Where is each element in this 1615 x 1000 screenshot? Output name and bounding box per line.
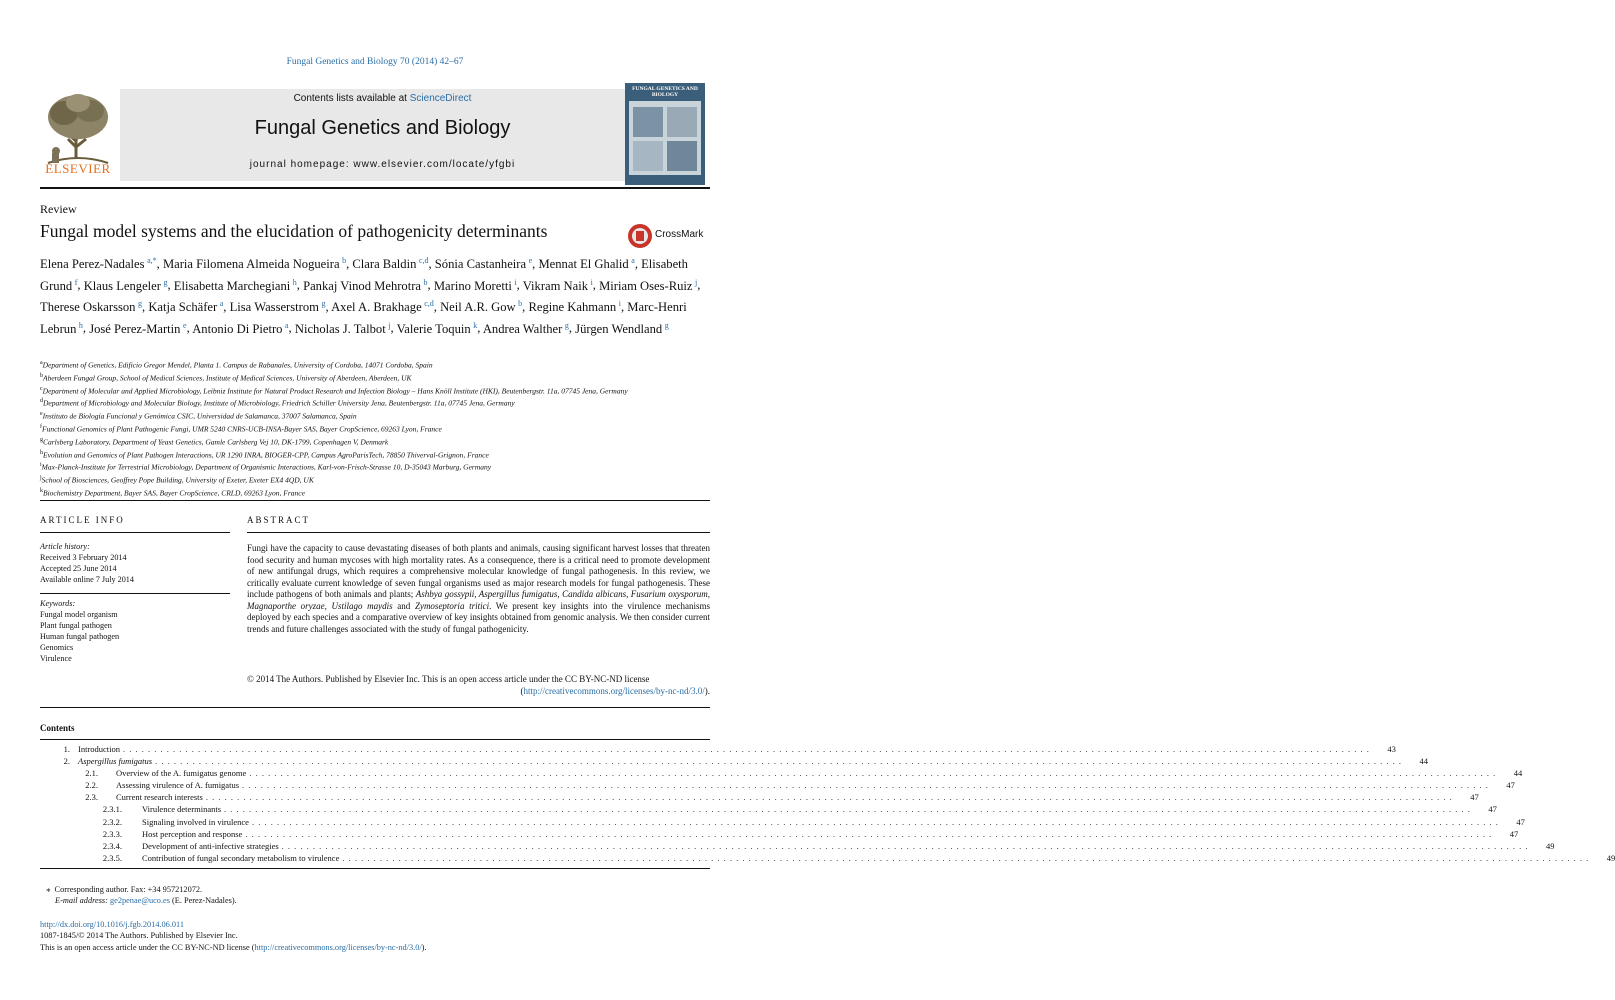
author-affiliation-ref[interactable]: j [695,277,698,287]
license-footer [40,942,710,953]
author-name[interactable]: Clara Baldin [352,257,417,272]
toc-label[interactable]: Introduction [78,744,121,754]
email-suffix: (E. Perez-Nadales). [169,896,237,906]
toc-label[interactable]: Development of anti-infective strategies [142,840,279,851]
author-affiliation-ref[interactable]: a [284,320,289,330]
author [331,300,434,314]
toc-leader: . . . . . . . . . . . . . . . . . . . . . . . . . . . . . . . . . . . . . . . . . . . . . . . . . . . . . . . . . . . . . . . . . . . . . . . . . . . . . . . . . . . . . . . . . . . . . . . . . . . . . . . . . . . . . . . . . . . . . . . . . . . . . . . . . . . . . . . . . . . . . . . . . . . . . . . . . . . . . . . . . . . . . . . . . . . . . . . . . . . . . . . . . . . . . . . . . . . . . . . . [224,804,1471,815]
toc-entry[interactable] [40,791,1479,803]
copyright-notice [247,674,710,697]
toc-entry[interactable] [40,816,1525,828]
contents-bottom-rule [40,868,710,869]
toc-number: 2.3.5. [102,852,122,863]
author-affiliation-ref[interactable]: j [388,320,391,330]
author-affiliation-ref[interactable]: g [321,298,326,308]
author-name[interactable]: Elisabeth Grund [40,257,688,293]
author-name[interactable]: Marc-Henri Lebrun [40,300,687,336]
author-affiliation-ref[interactable]: i [618,298,621,308]
author-name[interactable]: Axel A. Brakhage [331,300,422,315]
contents-top-rule [40,739,710,740]
affiliation-text: Department of Genetics, Edificio Gregor Mendel, Planta 1. Campus de Rabanales, University of Cordoba, 14071 Cordoba, Spain [42,360,433,370]
author-name[interactable]: Sónia Castanheira [434,257,527,272]
author [575,322,669,336]
affiliation [40,486,710,499]
email-label: E-mail address: [55,896,110,906]
journal-cover-icon [625,83,705,185]
author-name[interactable]: José Perez-Martin [89,321,181,336]
affiliation [40,358,710,371]
affiliation-key: c [40,385,43,392]
affiliation [40,384,710,397]
license-suffix: ). [421,942,427,952]
journal-header-box [120,89,645,181]
toc-leader: . . . . . . . . . . . . . . . . . . . . . . . . . . . . . . . . . . . . . . . . . . . . . . . . . . . . . . . . . . . . . . . . . . . . . . . . . . . . . . . . . . . . . . . . . . . . . . . . . . . . . . . . . . . . . . . . . . . . . . . . . . . . . . . . . . . . . . . . . . . . . . . . . . . . . . . . . . . . . . . . . . . . . . . . . . . . . . . . . . . . . . . . . . . . . . . . . . . . . . . . [123,744,1370,754]
corresponding-footnote [40,884,710,907]
corresponding-text: Corresponding author. Fax: +34 957212072. [54,885,203,894]
author [440,300,522,314]
affiliation [40,371,710,384]
author-name[interactable]: Therese Oskarsson [40,300,136,315]
toc-leader: . . . . . . . . . . . . . . . . . . . . . . . . . . . . . . . . . . . . . . . . . . . . . . . . . . . . . . . . . . . . . . . . . . . . . . . . . . . . . . . . . . . . . . . . . . . . . . . . . . . . . . . . . . . . . . . . . . . . . . . . . . . . . . . . . . . . . . . . . . . . . . . . . . . . . . . . . . . . . . . . . . . . . . . . . . . . . . . . . . . . . . . . . . . . . . . . . . . . . . . . [281,840,1529,851]
author [84,279,168,293]
author-affiliation-ref[interactable]: b [518,298,523,308]
author [295,322,391,336]
affiliation-key: a [40,360,43,366]
elsevier-wordmark: ELSEVIER [45,161,111,176]
contents-available [120,93,645,104]
license-prefix: This is an open access article under the CC BY-NC-ND license ( [40,942,255,952]
affiliation [40,409,710,422]
toc-page: 44 [1419,756,1428,767]
author [397,322,478,336]
toc-page: 43 [1387,744,1396,754]
toc-label[interactable]: Assessing virulence of A. fumigatus [116,780,239,791]
toc-entry[interactable] [40,828,1519,840]
affiliation [40,460,710,473]
keyword: Virulence [40,653,72,663]
author-affiliation-ref[interactable]: h [78,320,83,330]
toc-entry[interactable] [40,767,1523,779]
author-name[interactable]: Katja Schäfer [148,300,218,315]
abstract-text [247,543,710,635]
toc-leader: . . . . . . . . . . . . . . . . . . . . . . . . . . . . . . . . . . . . . . . . . . . . . . . . . . . . . . . . . . . . . . . . . . . . . . . . . . . . . . . . . . . . . . . . . . . . . . . . . . . . . . . . . . . . . . . . . . . . . . . . . . . . . . . . . . . . . . . . . . . . . . . . . . . . . . . . . . . . . . . . . . . . . . . . . . . . . . . . . . . . . . . . . . . . . . . . . . . . . . . . [245,828,1493,839]
affiliation-key: j [40,475,42,482]
author-affiliation-ref[interactable]: a [219,298,224,308]
author-name[interactable]: Klaus Lengeler [83,278,161,293]
toc-entry[interactable] [40,779,1515,791]
author [230,300,326,314]
toc-label[interactable]: Virulence determinants [142,804,222,815]
corresponding-line: ⁎ Corresponding author. Fax: +34 957212072. [40,885,203,894]
contents-heading: Contents [40,723,75,733]
journal-title: Fungal Genetics and Biology [254,117,511,139]
toc-entry[interactable] [40,840,1555,852]
author-affiliation-ref[interactable]: c,d [424,298,434,308]
affiliation-list [40,358,710,499]
affiliation-text: Carlsberg Laboratory, Department of Yeast Genetics, Gamle Carlsberg Vej 10, DK-1799, Copenhagen V, Denmark [43,437,389,447]
toc-number: 2.3. [85,792,98,803]
toc-number: 2.3.3. [102,828,122,839]
author [538,257,634,271]
author [192,322,288,336]
affiliation-text: Functional Genomics of Plant Pathogenic Fungi, UMR 5240 CNRS-UCB-INSA-Bayer SAS, Bayer CropScience, 69263 Lyon, France [42,424,442,434]
contents-prefix: Contents lists available at [293,93,410,104]
toc-page: 49 [1546,840,1555,851]
crossmark-label: CrossMark [655,229,704,240]
header-rule [40,187,710,189]
online-date: Available online 7 July 2014 [40,574,134,584]
author-name[interactable]: Neil A.R. Gow [440,300,516,315]
crossmark-icon [627,223,653,249]
toc-page: 47 [1506,780,1515,791]
history-label: Article history: [40,542,90,551]
article-info-rule [40,532,230,533]
copyright-text: © 2014 The Authors. Published by Elsevier Inc. This is an open access article under the CC BY-NC-ND license [247,674,650,684]
toc-page: 47 [1516,816,1525,827]
affiliation-key: g [40,436,43,443]
article-info-heading: ARTICLE INFO [40,515,125,525]
author-name[interactable]: Vikram Naik [522,278,589,293]
email-line [40,895,710,906]
author-name[interactable]: Lisa Wasserstrom [229,300,319,315]
affiliation-key: h [40,449,43,456]
masthead [40,86,698,181]
author-name[interactable]: Andrea Walther [482,321,563,336]
journal-homepage[interactable]: journal homepage: www.elsevier.com/locate/yfgbi [249,159,516,170]
affiliation-text: Aberdeen Fungal Group, School of Medical Sciences, Institute of Medical Sciences, University of Aberdeen, Aberdeen, UK [43,373,412,383]
footer-license-link[interactable]: http://creativecommons.org/licenses/by-nc-nd/3.0/ [254,942,422,952]
toc-label[interactable]: Aspergillus fumigatus [78,756,153,767]
author-affiliation-ref[interactable]: e [528,256,533,265]
author [435,257,532,271]
affiliation-key: k [40,487,43,494]
author-name[interactable]: Antonio Di Pietro [192,321,283,336]
author-name[interactable]: Jürgen Wendland [575,321,663,336]
toc-number: 2. [63,756,70,767]
toc-number: 1. [63,744,70,754]
author-name[interactable]: Maria Filomena Almeida Nogueira [162,257,340,272]
toc-number: 2.2. [85,780,98,791]
author [434,279,517,293]
journal-citation[interactable]: Fungal Genetics and Biology 70 (2014) 42–67 [286,57,464,67]
affiliation-key: f [40,423,42,430]
sciencedirect-link[interactable]: ScienceDirect [409,93,472,104]
article-history [40,542,230,586]
abstract-p1: Fungi have the capacity to cause devastating diseases of both plants and animals, causing significant harvest losses that threaten food security and human mycoses with high mortality rates. As a consequence, there is a critical need to promote development of new antifungal drugs, which requires a comprehensive molecular knowledge of fungal pathogenesis. In this review, we critically evaluate current knowledge of seven fungal organisms used as major research models for fungal pathogenesis. These include pathogens of both animals and plants; [247,543,710,599]
affiliation [40,422,710,435]
toc-entry[interactable] [40,852,1615,864]
author-affiliation-ref[interactable]: k [473,320,478,330]
author [303,279,427,293]
toc-leader: . . . . . . . . . . . . . . . . . . . . . . . . . . . . . . . . . . . . . . . . . . . . . . . . . . . . . . . . . . . . . . . . . . . . . . . . . . . . . . . . . . . . . . . . . . . . . . . . . . . . . . . . . . . . . . . . . . . . . . . . . . . . . . . . . . . . . . . . . . . . . . . . . . . . . . . . . . . . . . . . . . . . . . . . . . . . . . . . . . . . . . . . . . . . . . . . . . . . . . . . [242,780,1489,791]
toc-page: 47 [1470,792,1479,803]
toc-leader: . . . . . . . . . . . . . . . . . . . . . . . . . . . . . . . . . . . . . . . . . . . . . . . . . . . . . . . . . . . . . . . . . . . . . . . . . . . . . . . . . . . . . . . . . . . . . . . . . . . . . . . . . . . . . . . . . . . . . . . . . . . . . . . . . . . . . . . . . . . . . . . . . . . . . . . . . . . . . . . . . . . . . . . . . . . . . . . . . . . . . . . . . . . . . . . . . . . . . . . . [249,768,1497,779]
author-affiliation-ref[interactable]: e [183,320,187,330]
affiliation-text: Instituto de Biología Funcional y Genómica CSIC, Universidad de Salamanca, 37007 Salamanca, Spain [42,411,357,421]
abstract-species: Ashbya gossypii, Aspergillus fumigatus, Candida albicans, Fusarium oxysporum, Magnaporthe oryzae, Ustilago maydis [247,589,710,611]
keyword: Fungal model organism [40,609,118,619]
author [352,257,428,271]
toc-label[interactable]: Host perception and response [142,828,243,839]
author-affiliation-ref[interactable]: f [74,277,78,287]
affiliation [40,435,710,448]
license-link[interactable]: http://creativecommons.org/licenses/by-nc-nd/3.0/ [523,685,705,696]
author-name[interactable]: Miriam Oses-Ruiz [599,278,693,293]
accepted-date: Accepted 25 June 2014 [40,563,117,573]
section-rule [40,500,710,501]
author-name[interactable]: Valerie Toquin [396,321,471,336]
toc-page: 47 [1509,828,1519,839]
doi-link[interactable]: http://dx.doi.org/10.1016/j.fgb.2014.06.011 [40,920,185,929]
toc-label[interactable]: Signaling involved in virulence [142,816,249,827]
toc-entry[interactable] [40,743,1396,755]
author [163,257,346,271]
keywords-rule [40,593,230,594]
author [40,257,157,271]
issn-line: 1087-1845/© 2014 The Authors. Published by Elsevier Inc. [40,931,238,941]
page-footer [40,919,710,953]
toc-leader: . . . . . . . . . . . . . . . . . . . . . . . . . . . . . . . . . . . . . . . . . . . . . . . . . . . . . . . . . . . . . . . . . . . . . . . . . . . . . . . . . . . . . . . . . . . . . . . . . . . . . . . . . . . . . . . . . . . . . . . . . . . . . . . . . . . . . . . . . . . . . . . . . . . . . . . . . . . . . . . . . . . . . . . . . . . . . . . . . . . . . . . . . . . . . . . . . . . . . . . . [205,792,1453,803]
toc-label[interactable]: Current research interests [116,792,203,803]
toc-label[interactable]: Contribution of fungal secondary metabolism to virulence [142,852,340,863]
toc-page: 49 [1606,852,1615,863]
affiliation-text: Evolution and Genomics of Plant Pathogen Interactions, UR 1290 INRA, BIOGER-CPP, Campus AgroParisTech, 78850 Thiverval-Grignon, France [43,450,489,460]
author-name[interactable]: Marino Moretti [433,278,512,293]
affiliation-key: d [40,398,43,405]
abstract-heading: ABSTRACT [247,515,311,525]
toc-leader: . . . . . . . . . . . . . . . . . . . . . . . . . . . . . . . . . . . . . . . . . . . . . . . . . . . . . . . . . . . . . . . . . . . . . . . . . . . . . . . . . . . . . . . . . . . . . . . . . . . . . . . . . . . . . . . . . . . . . . . . . . . . . . . . . . . . . . . . . . . . . . . . . . . . . . . . . . . . . . . . . . . . . . . . . . . . . . . . . . . . . . . . . . . . . . . . . . . . . . . . [342,852,1590,863]
affiliation-text: Max-Planck-Institute for Terrestrial Microbiology, Department of Organismic Interactions, Karl-von-Frisch-Strasse 10, D-35043 Marburg, Germany [41,462,492,472]
author-affiliation-ref[interactable]: i [514,277,517,287]
toc-leader: . . . . . . . . . . . . . . . . . . . . . . . . . . . . . . . . . . . . . . . . . . . . . . . . . . . . . . . . . . . . . . . . . . . . . . . . . . . . . . . . . . . . . . . . . . . . . . . . . . . . . . . . . . . . . . . . . . . . . . . . . . . . . . . . . . . . . . . . . . . . . . . . . . . . . . . . . . . . . . . . . . . . . . . . . . . . . . . . . . . . . . . . . . . . . . . . . . . . . . . . [251,816,1499,827]
author [40,300,142,314]
author-affiliation-ref[interactable]: c,d [418,256,429,265]
keyword: Genomics [40,642,74,652]
abstract-rule [247,532,710,533]
author [599,279,697,293]
affiliation [40,473,710,486]
author-name[interactable]: Pankaj Vinod Mehrotra [303,278,422,293]
email-link[interactable]: ge2penae@uco.es [110,896,170,906]
author-affiliation-ref[interactable]: b [342,256,347,265]
keywords [40,599,230,664]
toc-number: 2.3.2. [102,816,122,827]
author [89,322,186,336]
author [174,279,297,293]
affiliation [40,448,710,461]
keyword: Human fungal pathogen [40,631,120,641]
article-title: Fungal model systems and the elucidation of pathogenicity determinants [40,221,548,241]
abstract-bottom-rule [40,707,710,708]
author-affiliation-ref[interactable]: h [292,277,297,287]
affiliation-text: Department of Microbiology and Molecular Biology, Institute of Microbiology, Friedrich Schiller University Jena, Beutenbergstr. 11a, 07745 Jena, Germany [43,398,515,408]
journal-cover[interactable] [625,83,705,185]
toc-entry[interactable] [40,755,1428,767]
received-date: Received 3 February 2014 [40,552,127,562]
toc-number: 2.1. [85,768,98,779]
toc-page: 44 [1513,768,1523,779]
author [523,279,593,293]
crossmark-badge[interactable] [627,222,717,250]
author-affiliation-ref[interactable]: g [564,320,569,330]
toc-number: 2.3.4. [102,840,122,851]
abstract-p2: . We present key insights into the virulence mechanisms deployed by each species and a comparative overview of key insights obtained from genomic analysis. We then consider current trends and future challenges associated with the study of fungal pathogenicity. [247,600,710,634]
affiliation-text: Department of Molecular and Applied Microbiology, Leibniz Institute for Natural Product Research and Infection Biology – Hans Knöll Institute (HKI), Beutenbergstr. 11a, 07745 Jena, Germany [42,386,628,396]
author-name[interactable]: Elena Perez-Nadales [40,257,145,272]
author [528,300,621,314]
keyword: Plant fungal pathogen [40,620,112,630]
toc-number: 2.3.1. [102,804,122,815]
affiliation-key: i [40,462,42,469]
author-affiliation-ref[interactable]: g [163,277,168,287]
author-name[interactable]: Nicholas J. Talbot [294,321,386,336]
cover-title: FUNGAL GENETICS AND BIOLOGY [632,86,698,98]
toc-page: 47 [1488,804,1497,815]
abstract-species-last: Zymoseptoria tritici [414,600,490,611]
toc-entry[interactable] [40,803,1497,815]
author-name[interactable]: Regine Kahmann [528,300,617,315]
affiliation [40,396,710,409]
elsevier-logo[interactable] [40,89,116,181]
author [148,300,223,314]
keywords-label: Keywords: [40,599,76,608]
abstract-and: and [392,600,415,611]
affiliation-text: Biochemistry Department, Bayer SAS, Bayer CropScience, CRLD, 69263 Lyon, France [43,488,305,498]
author-affiliation-ref[interactable]: a [631,256,635,265]
author-name[interactable]: Elisabetta Marchegiani [173,278,291,293]
author-affiliation-ref[interactable]: b [423,277,428,287]
author-name[interactable]: Mennat El Ghalid [538,257,629,272]
affiliation-key: b [40,372,43,379]
toc-leader: . . . . . . . . . . . . . . . . . . . . . . . . . . . . . . . . . . . . . . . . . . . . . . . . . . . . . . . . . . . . . . . . . . . . . . . . . . . . . . . . . . . . . . . . . . . . . . . . . . . . . . . . . . . . . . . . . . . . . . . . . . . . . . . . . . . . . . . . . . . . . . . . . . . . . . . . . . . . . . . . . . . . . . . . . . . . . . . . . . . . . . . . . . . . . . . . . . . . . . . . [155,756,1402,767]
toc-label[interactable]: Overview of the A. fumigatus genome [116,768,247,779]
affiliation-key: e [40,411,43,418]
author-affiliation-ref[interactable]: g [138,298,143,308]
author-affiliation-ref[interactable]: i [590,277,593,287]
article-type: Review [40,202,77,216]
author-list: Elena Perez-Nadales $^{a,*}$, Maria Filomena Almeida Nogueira $^b$, Clara Baldin $^{c,d}$, Sónia Castanheira $^e$, Mennat El Ghalid $^a$, Elisabeth Grund $^f$, Klaus Lengeler $^g$, Elisabetta Marchegiani $^h$, Pankaj Vinod Mehrotra $^b$, Marino Moretti $^i$, Vikram Naik $^i$, Miriam Oses-Ruiz $^j$, Therese Oskarsson $^g$, Katja Schäfer $^a$, Lisa Wasserstrom $^g$, Axel A. Brakhage $^{c,d}$, Neil A.R. Gow $^b$, Regine Kahmann $^i$, Marc-Henri Lebrun $^h$, José Perez-Martin $^e$, Antonio Di Pietro $^a$, Nicholas J. Talbot $^j$, Valerie Toquin $^k$, Andrea Walther $^g$, Jürgen Wendland $^g$ [40,256,701,336]
affiliation-text: School of Biosciences, Geoffrey Pope Building, University of Exeter, Exeter EX4 4QD, UK [41,475,314,485]
author [483,322,569,336]
table-of-contents [40,743,1615,864]
author-affiliation-ref[interactable]: g [664,320,669,330]
license-line: (http://creativecommons.org/licenses/by-nc-nd/3.0/). [520,685,710,696]
author-affiliation-ref[interactable]: a,* [147,256,157,265]
